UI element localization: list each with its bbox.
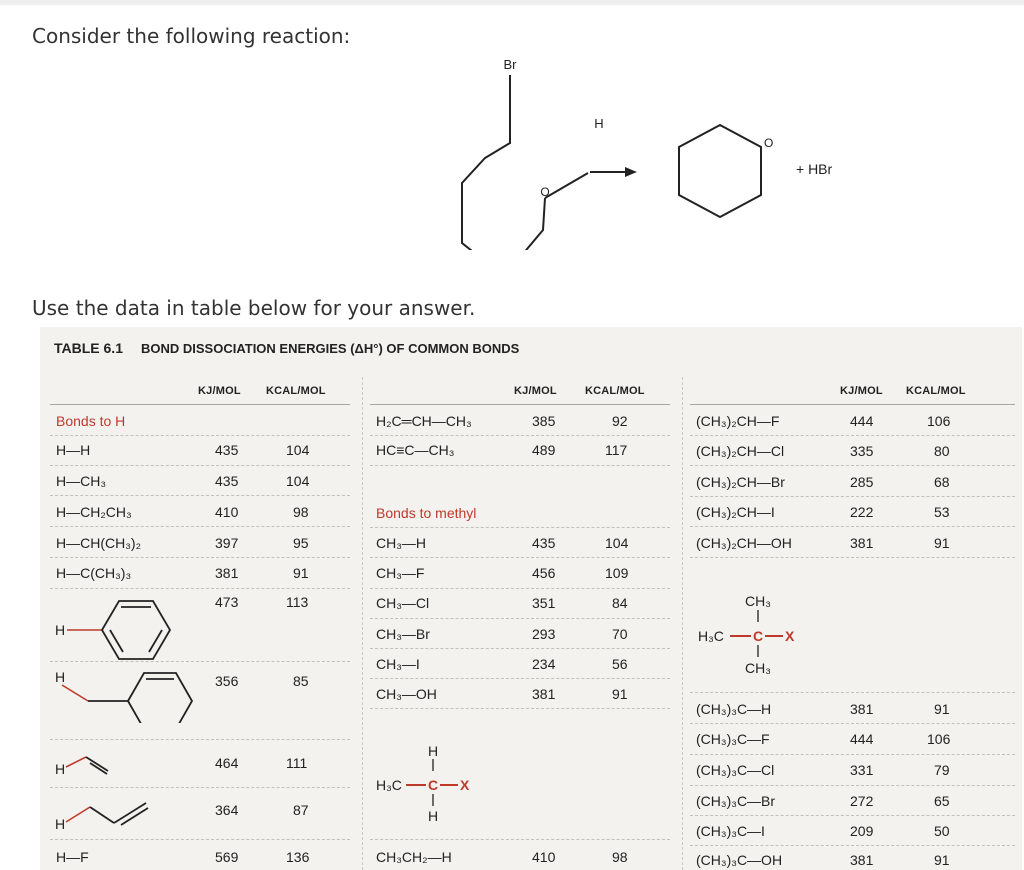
reaction-scheme bbox=[0, 50, 900, 250]
bond-name: H—CH₃ bbox=[56, 473, 107, 489]
kcal-value: 106 bbox=[927, 413, 951, 429]
row-separator bbox=[50, 557, 350, 558]
section-bonds-to-methyl: Bonds to methyl bbox=[376, 505, 477, 521]
row-separator bbox=[50, 465, 350, 466]
struct-left-group: H₃C bbox=[698, 628, 724, 644]
kcal-value: 79 bbox=[934, 762, 950, 778]
col3-kj-header: KJ/MOL bbox=[840, 385, 883, 397]
kcal-value: 68 bbox=[934, 474, 950, 490]
kcal-value: 87 bbox=[293, 802, 309, 818]
kcal-value: 92 bbox=[612, 413, 628, 429]
kj-value: 435 bbox=[215, 442, 239, 458]
row-separator bbox=[690, 496, 1015, 497]
kcal-value: 104 bbox=[286, 442, 310, 458]
kcal-value: 50 bbox=[934, 823, 950, 839]
kcal-value: 80 bbox=[934, 443, 950, 459]
bond-name: (CH₃)₂CH—OH bbox=[696, 535, 792, 551]
row-separator bbox=[370, 588, 670, 589]
kj-value: 397 bbox=[215, 535, 239, 551]
kcal-value: 91 bbox=[612, 686, 628, 702]
row-separator bbox=[370, 557, 670, 558]
table-title bbox=[54, 340, 519, 356]
row-separator bbox=[50, 787, 350, 788]
row-separator bbox=[690, 526, 1015, 527]
kcal-value: 91 bbox=[934, 852, 950, 868]
row-separator bbox=[690, 692, 1015, 693]
row-separator bbox=[370, 648, 670, 649]
kcal-value: 117 bbox=[605, 442, 628, 458]
h-atom-label: H bbox=[55, 622, 66, 638]
bond-name: H—C(CH₃)₃ bbox=[56, 565, 132, 581]
kcal-value: 65 bbox=[934, 793, 950, 809]
bond-name: H—H bbox=[56, 442, 91, 458]
row-separator bbox=[370, 527, 670, 528]
col3-kcal-header: KCAL/MOL bbox=[906, 385, 966, 397]
question-prompt: Consider the following reaction: bbox=[32, 24, 351, 48]
bond-name: HC≡C—CH₃ bbox=[376, 442, 455, 458]
col1-kj-header: KJ/MOL bbox=[198, 385, 241, 397]
bond-name: CH₃CH₂—H bbox=[376, 849, 452, 865]
kj-value: 209 bbox=[850, 823, 874, 839]
row-separator bbox=[370, 618, 670, 619]
kj-value: 381 bbox=[850, 535, 874, 551]
row-separator bbox=[50, 588, 350, 589]
struct-top-group: CH₃ bbox=[745, 593, 771, 609]
kcal-value: 111 bbox=[286, 755, 308, 771]
kcal-value: 91 bbox=[293, 565, 309, 581]
bond-name: (CH₃)₂CH—Br bbox=[696, 474, 785, 490]
kj-value: 364 bbox=[215, 802, 239, 818]
bond-name: CH₃—H bbox=[376, 535, 427, 551]
bond-name: (CH₃)₃C—Cl bbox=[696, 762, 775, 778]
struct-x-atom: X bbox=[785, 628, 795, 644]
kj-value: 331 bbox=[850, 762, 874, 778]
kcal-value: 85 bbox=[293, 673, 309, 689]
bond-name: CH₃—OH bbox=[376, 686, 437, 702]
kj-value: 234 bbox=[532, 656, 556, 672]
column-divider bbox=[362, 377, 363, 870]
kj-value: 351 bbox=[532, 595, 556, 611]
h-atom-label: H bbox=[55, 669, 66, 685]
bond-name: H—F bbox=[56, 849, 89, 865]
row-separator bbox=[370, 435, 670, 436]
header-rule bbox=[50, 404, 350, 405]
kj-value: 410 bbox=[215, 504, 239, 520]
kj-value: 356 bbox=[215, 673, 239, 689]
reactant-bromo-alcohol bbox=[462, 75, 588, 250]
kj-value: 410 bbox=[532, 849, 556, 865]
bond-name: H—CH₂CH₃ bbox=[56, 504, 132, 520]
bond-name: (CH₃)₂CH—Cl bbox=[696, 443, 785, 459]
bond-name: (CH₃)₃C—OH bbox=[696, 852, 783, 868]
kj-value: 435 bbox=[532, 535, 556, 551]
kj-value: 335 bbox=[850, 443, 874, 459]
col2-kj-header: KJ/MOL bbox=[514, 385, 557, 397]
kcal-value: 104 bbox=[605, 535, 629, 551]
table-title-text: BOND DISSOCIATION ENERGIES (ΔH°) OF COMMON BONDS bbox=[140, 341, 520, 356]
struct-x-atom: X bbox=[460, 777, 470, 793]
bond-name: H—CH(CH₃)₂ bbox=[56, 535, 142, 551]
bond-name: (CH₃)₂CH—F bbox=[696, 413, 780, 429]
kj-value: 569 bbox=[215, 849, 239, 865]
kj-value: 473 bbox=[215, 594, 239, 610]
struct-bottom-group: CH₃ bbox=[745, 660, 771, 676]
row-separator bbox=[370, 465, 670, 466]
kcal-value: 95 bbox=[293, 535, 309, 551]
vinyl-structure bbox=[50, 741, 180, 781]
row-separator bbox=[690, 815, 1015, 816]
row-separator bbox=[50, 739, 350, 740]
kcal-value: 56 bbox=[612, 656, 628, 672]
kcal-value: 98 bbox=[293, 504, 309, 520]
kj-value: 381 bbox=[215, 565, 239, 581]
table-number: TABLE 6.1 bbox=[54, 340, 123, 356]
product-tetrahydropyran bbox=[679, 125, 761, 217]
row-separator bbox=[690, 785, 1015, 786]
row-separator bbox=[50, 839, 350, 840]
kj-value: 272 bbox=[850, 793, 874, 809]
question-instruction: Use the data in table below for your answer. bbox=[32, 296, 476, 320]
kcal-value: 109 bbox=[605, 565, 629, 581]
bond-name: (CH₃)₃C—F bbox=[696, 731, 770, 747]
section-bonds-to-h: Bonds to H bbox=[56, 413, 126, 429]
product-o-label: O bbox=[764, 136, 774, 150]
bond-energy-table bbox=[40, 327, 1022, 870]
bond-name: CH₃—F bbox=[376, 565, 425, 581]
row-separator bbox=[690, 435, 1015, 436]
bond-name: (CH₃)₃C—H bbox=[696, 701, 772, 717]
kcal-value: 98 bbox=[612, 849, 628, 865]
h-atom-label: H bbox=[55, 816, 66, 832]
kj-value: 456 bbox=[532, 565, 556, 581]
kj-value: 444 bbox=[850, 413, 874, 429]
bond-name: CH₃—I bbox=[376, 656, 420, 672]
header-rule bbox=[370, 404, 670, 405]
row-separator bbox=[370, 839, 670, 840]
kcal-value: 136 bbox=[286, 849, 310, 865]
struct-left-group: H₃C bbox=[376, 777, 402, 793]
kj-value: 435 bbox=[215, 473, 239, 489]
phenyl-structure bbox=[50, 590, 190, 660]
column-divider bbox=[682, 377, 683, 870]
kcal-value: 104 bbox=[286, 473, 310, 489]
kj-value: 285 bbox=[850, 474, 874, 490]
kcal-value: 113 bbox=[286, 594, 309, 610]
bond-name: H₂C═CH—CH₃ bbox=[376, 413, 472, 429]
row-separator bbox=[50, 495, 350, 496]
reactant-o-label: O bbox=[540, 185, 550, 199]
bond-name: CH₃—Cl bbox=[376, 595, 430, 611]
struct-center-atom: C bbox=[752, 628, 764, 644]
byproduct-hbr: + HBr bbox=[796, 161, 833, 177]
kcal-value: 91 bbox=[934, 535, 950, 551]
row-separator bbox=[690, 845, 1015, 846]
reaction-arrow bbox=[590, 167, 637, 177]
col2-kcal-header: KCAL/MOL bbox=[585, 385, 645, 397]
bond-name: (CH₃)₃C—I bbox=[696, 823, 765, 839]
kcal-value: 70 bbox=[612, 626, 628, 642]
kj-value: 444 bbox=[850, 731, 874, 747]
kcal-value: 91 bbox=[934, 701, 950, 717]
methyl-x-structure bbox=[370, 739, 500, 829]
h-atom-label: H bbox=[55, 761, 66, 777]
kcal-value: 106 bbox=[927, 731, 951, 747]
struct-center-atom: C bbox=[427, 777, 439, 793]
row-separator bbox=[690, 754, 1015, 755]
kj-value: 381 bbox=[850, 852, 874, 868]
kj-value: 222 bbox=[850, 504, 874, 520]
bond-name: CH₃—Br bbox=[376, 626, 430, 642]
kj-value: 381 bbox=[532, 686, 556, 702]
kj-value: 464 bbox=[215, 755, 239, 771]
col1-kcal-header: KCAL/MOL bbox=[266, 385, 326, 397]
row-separator bbox=[690, 723, 1015, 724]
kj-value: 381 bbox=[850, 701, 874, 717]
row-separator bbox=[370, 708, 670, 709]
reactant-br-label: Br bbox=[503, 57, 517, 72]
kj-value: 293 bbox=[532, 626, 556, 642]
kj-value: 385 bbox=[532, 413, 556, 429]
allyl-structure bbox=[50, 789, 190, 834]
benzyl-structure bbox=[50, 663, 200, 723]
row-separator bbox=[370, 678, 670, 679]
kcal-value: 53 bbox=[934, 504, 950, 520]
row-separator bbox=[50, 661, 350, 662]
row-separator bbox=[690, 465, 1015, 466]
reactant-h-label: H bbox=[594, 116, 604, 131]
struct-top-atom: H bbox=[427, 743, 439, 759]
kcal-value: 84 bbox=[612, 595, 628, 611]
tert-butyl-x-structure bbox=[690, 589, 830, 684]
row-separator bbox=[690, 557, 1015, 558]
row-separator bbox=[50, 526, 350, 527]
struct-bottom-atom: H bbox=[427, 808, 439, 824]
bond-name: (CH₃)₂CH—I bbox=[696, 504, 775, 520]
top-border bbox=[0, 0, 1024, 5]
bond-name: (CH₃)₃C—Br bbox=[696, 793, 776, 809]
header-rule bbox=[690, 404, 1015, 405]
kj-value: 489 bbox=[532, 442, 556, 458]
row-separator bbox=[50, 435, 350, 436]
